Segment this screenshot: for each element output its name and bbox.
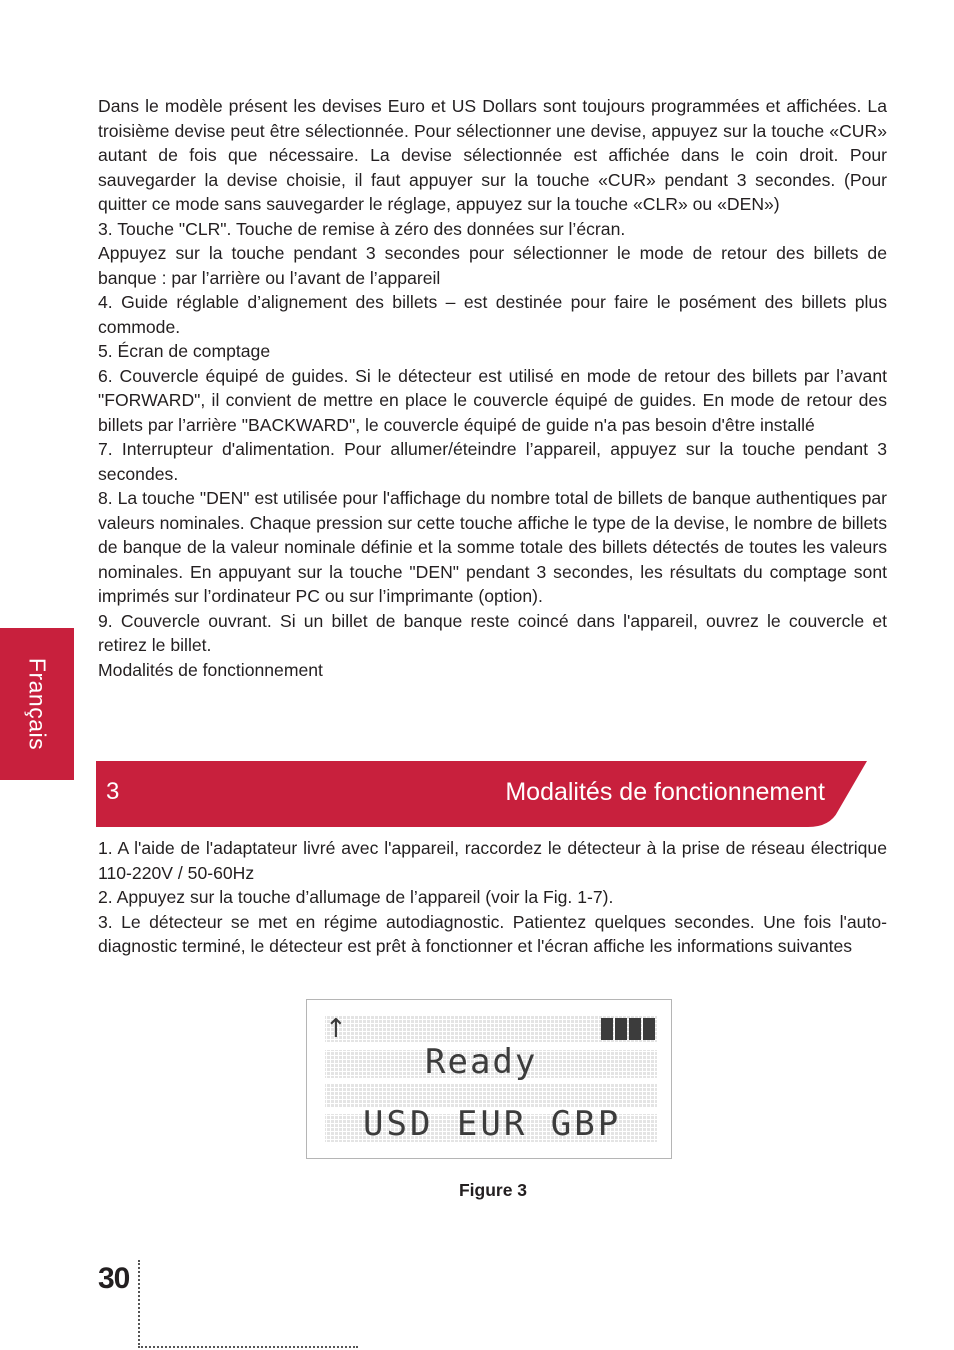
section-number: 3 <box>106 778 120 805</box>
battery-segment <box>601 1018 613 1040</box>
paragraph: 4. Guide réglable d’alignement des billets – est destinée pour faire le posément des billets plus commode. <box>98 292 887 337</box>
paragraph: 5. Écran de comptage <box>98 341 271 361</box>
section-title: Modalités de fonctionnement <box>505 778 825 806</box>
language-label: Français <box>24 657 51 751</box>
paragraph: 3. Touche "CLR". Touche de remise à zéro des données sur l’écran. <box>98 218 626 239</box>
paragraph: 7. Interrupteur d'alimentation. Pour allumer/éteindre l’appareil, appuyez sur la touche pendant 3 secondes. <box>98 439 887 484</box>
lcd-status-text: Ready <box>425 1042 538 1082</box>
lcd-display-figure <box>306 999 672 1159</box>
paragraph: Appuyez sur la touche pendant 3 secondes pour sélectionner le mode de retour des billets de banque : par l’arrière ou l’avant de l’appareil <box>98 243 887 288</box>
battery-segment <box>629 1018 641 1040</box>
paragraph: 6. Couvercle équipé de guides. Si le détecteur est utilisé en mode de retour des billets par l’avant "FORWARD", il convient de mettre en place le couvercle équipé de guides. En mode de retour des billets par l’arrière "BACKWARD", le couvercle équipé de guide n'a pas besoin d'être installé <box>98 365 887 435</box>
page-number: 30 <box>98 1262 130 1295</box>
lcd-currencies-text: USD EUR GBP <box>363 1104 622 1144</box>
paragraph: 1. A l'aide de l'adaptateur livré avec l'appareil, raccordez le détecteur à la prise de réseau électrique 110-220V / 50-60Hz <box>98 838 887 883</box>
language-side-tab <box>0 628 74 780</box>
paragraph: 9. Couvercle ouvrant. Si un billet de banque reste coincé dans l'appareil, ouvrez le couvercle et retirez le billet. <box>98 610 887 655</box>
footer-divider <box>138 1346 358 1348</box>
battery-segment <box>615 1018 627 1040</box>
page-number-divider <box>138 1260 140 1348</box>
battery-icon <box>601 1018 655 1040</box>
arrow-up-icon: ↑ <box>325 1014 349 1044</box>
paragraph: 2. Appuyez sur la touche d’allumage de l’appareil (voir la Fig. 1-7). <box>98 887 614 907</box>
paragraph: Dans le modèle présent les devises Euro et US Dollars sont toujours programmées et affichées. La troisième devise peut être sélectionnée. Pour sélectionner une devise, appuyez sur la touche «CUR» autant de fois que nécessaire. La devise sélectionnée est affichée dans le coin droit. Pour sauvegarder la devise choisie, il faut appuyer sur la touche «CUR» pendant 3 secondes. (Pour quitter ce mode sans sauvegarder le réglage, appuyez sur la touche «CLR» ou «DEN») <box>98 96 887 214</box>
body-text-bottom <box>98 836 887 959</box>
paragraph: 8. La touche "DEN" est utilisée pour l'affichage du nombre total de billets de banque authentiques par valeurs nominales. Chaque pression sur cette touche affiche le type de la devise, le nombre de billets de banque de la valeur nominale définie et la somme totale des billets détectés de toutes les valeurs nominales. En appuyant sur la touche "DEN" pendant 3 secondes, les résultats du comptage sont imprimés sur l’ordinateur PC ou sur l’imprimante (option). <box>98 488 887 606</box>
paragraph: 3. Le détecteur se met en régime autodiagnostic. Patientez quelques secondes. Une fois l'auto-diagnostic terminé, le détecteur est prêt à fonctionner et l'écran affiche les informations suivantes <box>98 911 887 956</box>
paragraph: Modalités de fonctionnement <box>98 659 323 680</box>
section-header <box>96 761 867 827</box>
figure-caption: Figure 3 <box>458 1180 528 1200</box>
body-text-top <box>98 94 887 682</box>
battery-segment <box>643 1018 655 1040</box>
